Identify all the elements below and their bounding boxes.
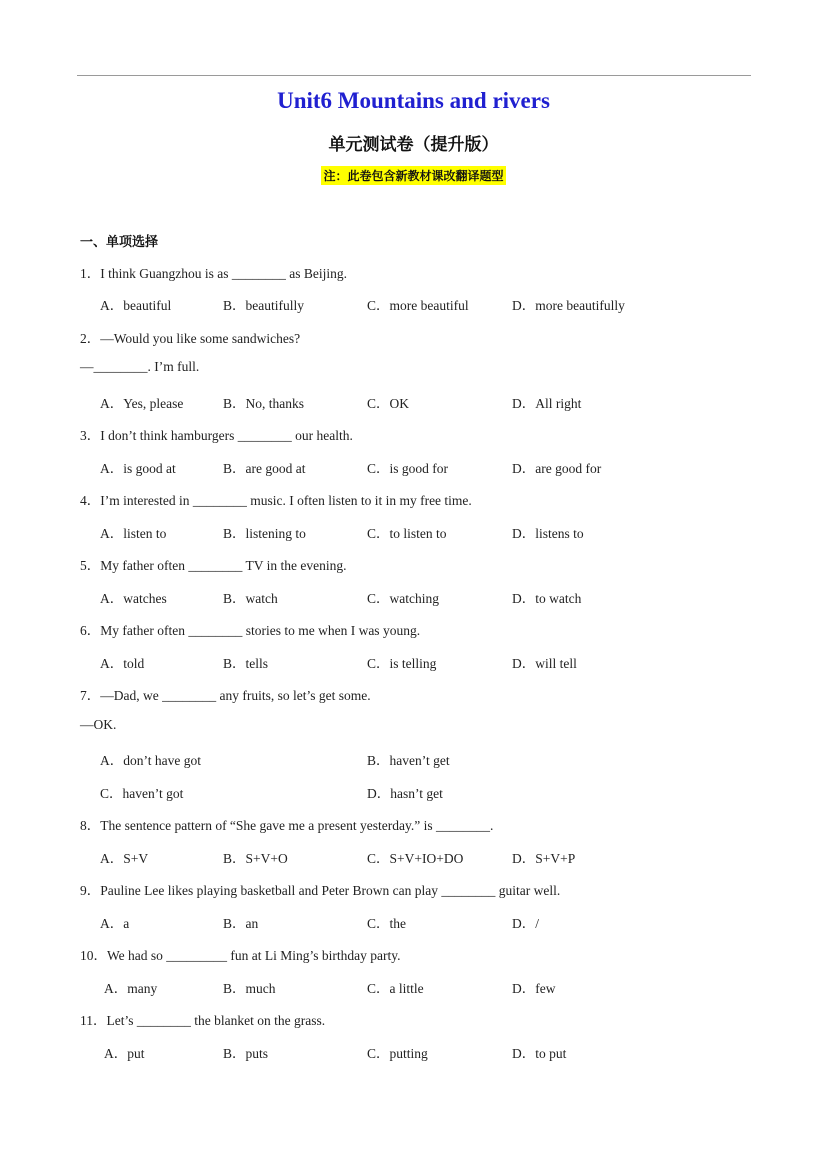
question-9-option-c: C．the <box>367 916 406 931</box>
question-10-option-a: A．many <box>104 981 158 996</box>
question-11-option-c: C．putting <box>367 1046 428 1061</box>
question-8-option-d: D．S+V+P <box>512 851 576 866</box>
question-4-option-a: A．listen to <box>100 526 167 541</box>
question-7-option-a: A．don’t have got <box>100 753 201 768</box>
question-1-option-d: D．more beautifully <box>512 298 625 313</box>
question-4-stem: 4．I’m interested in ________ music. I often listen to it in my free time. <box>80 493 472 508</box>
highlighted-note: 注：此卷包含新教材课改翻译题型 <box>321 166 505 185</box>
question-1-option-a: A．beautiful <box>100 298 172 313</box>
question-2-stem: 2．—Would you like some sandwiches? <box>80 331 301 346</box>
question-3-option-a: A．is good at <box>100 461 176 476</box>
question-8-option-b: B．S+V+O <box>223 851 288 866</box>
question-2-option-d: D．All right <box>512 396 582 411</box>
question-5-option-b: B．watch <box>223 591 278 606</box>
question-4-option-b: B．listening to <box>223 526 306 541</box>
question-5-option-c: C．watching <box>367 591 439 606</box>
question-2-option-a: A．Yes, please <box>100 396 184 411</box>
question-7-stem-reply: —OK. <box>80 717 117 732</box>
question-11-option-a: A．put <box>104 1046 145 1061</box>
question-8-stem: 8．The sentence pattern of “She gave me a present yesterday.” is ________. <box>80 818 494 833</box>
question-8-option-a: A．S+V <box>100 851 149 866</box>
question-7-stem: 7．—Dad, we ________ any fruits, so let’s get some. <box>80 688 371 703</box>
document-title: Unit6 Mountains and rivers <box>277 88 550 113</box>
question-7-option-d: D．hasn’t get <box>367 786 443 801</box>
header-rule <box>77 75 751 76</box>
note-container <box>0 166 827 185</box>
question-11-option-d: D．to put <box>512 1046 567 1061</box>
question-2-stem-reply: —________. I’m full. <box>80 359 200 374</box>
document-subtitle: 单元测试卷（提升版） <box>328 135 499 155</box>
question-8-option-c: C．S+V+IO+DO <box>367 851 464 866</box>
question-1-stem: 1．I think Guangzhou is as ________ as Beijing. <box>80 266 347 281</box>
question-9-option-d: D．/ <box>512 916 539 931</box>
question-7-option-c: C．haven’t got <box>100 786 184 801</box>
question-1-option-b: B．beautifully <box>223 298 304 313</box>
question-4-option-d: D．listens to <box>512 526 584 541</box>
question-5-option-a: A．watches <box>100 591 167 606</box>
question-10-option-c: C．a little <box>367 981 424 996</box>
question-3-option-c: C．is good for <box>367 461 448 476</box>
question-6-stem: 6．My father often ________ stories to me when I was young. <box>80 623 421 638</box>
question-9-option-a: A．a <box>100 916 130 931</box>
question-3-stem: 3．I don’t think hamburgers ________ our health. <box>80 428 353 443</box>
question-10-option-b: B．much <box>223 981 276 996</box>
question-2-option-b: B．No, thanks <box>223 396 304 411</box>
question-5-option-d: D．to watch <box>512 591 582 606</box>
question-11-stem: 11．Let’s ________ the blanket on the grass. <box>80 1013 326 1028</box>
question-4-option-c: C．to listen to <box>367 526 447 541</box>
question-3-option-d: D．are good for <box>512 461 602 476</box>
question-11-option-b: B．puts <box>223 1046 269 1061</box>
question-9-stem: 9．Pauline Lee likes playing basketball and Peter Brown can play ________ guitar well. <box>80 883 561 898</box>
question-7-option-b: B．haven’t get <box>367 753 450 768</box>
question-6-option-c: C．is telling <box>367 656 437 671</box>
question-5-stem: 5．My father often ________ TV in the evening. <box>80 558 347 573</box>
question-9-option-b: B．an <box>223 916 259 931</box>
question-1-option-c: C．more beautiful <box>367 298 469 313</box>
question-3-option-b: B．are good at <box>223 461 306 476</box>
section-heading: 一、单项选择 <box>80 235 159 250</box>
question-2-option-c: C．OK <box>367 396 410 411</box>
question-6-option-a: A．told <box>100 656 145 671</box>
question-6-option-d: D．will tell <box>512 656 577 671</box>
question-10-option-d: D．few <box>512 981 556 996</box>
question-10-stem: 10．We had so _________ fun at Li Ming’s birthday party. <box>80 948 401 963</box>
question-6-option-b: B．tells <box>223 656 269 671</box>
